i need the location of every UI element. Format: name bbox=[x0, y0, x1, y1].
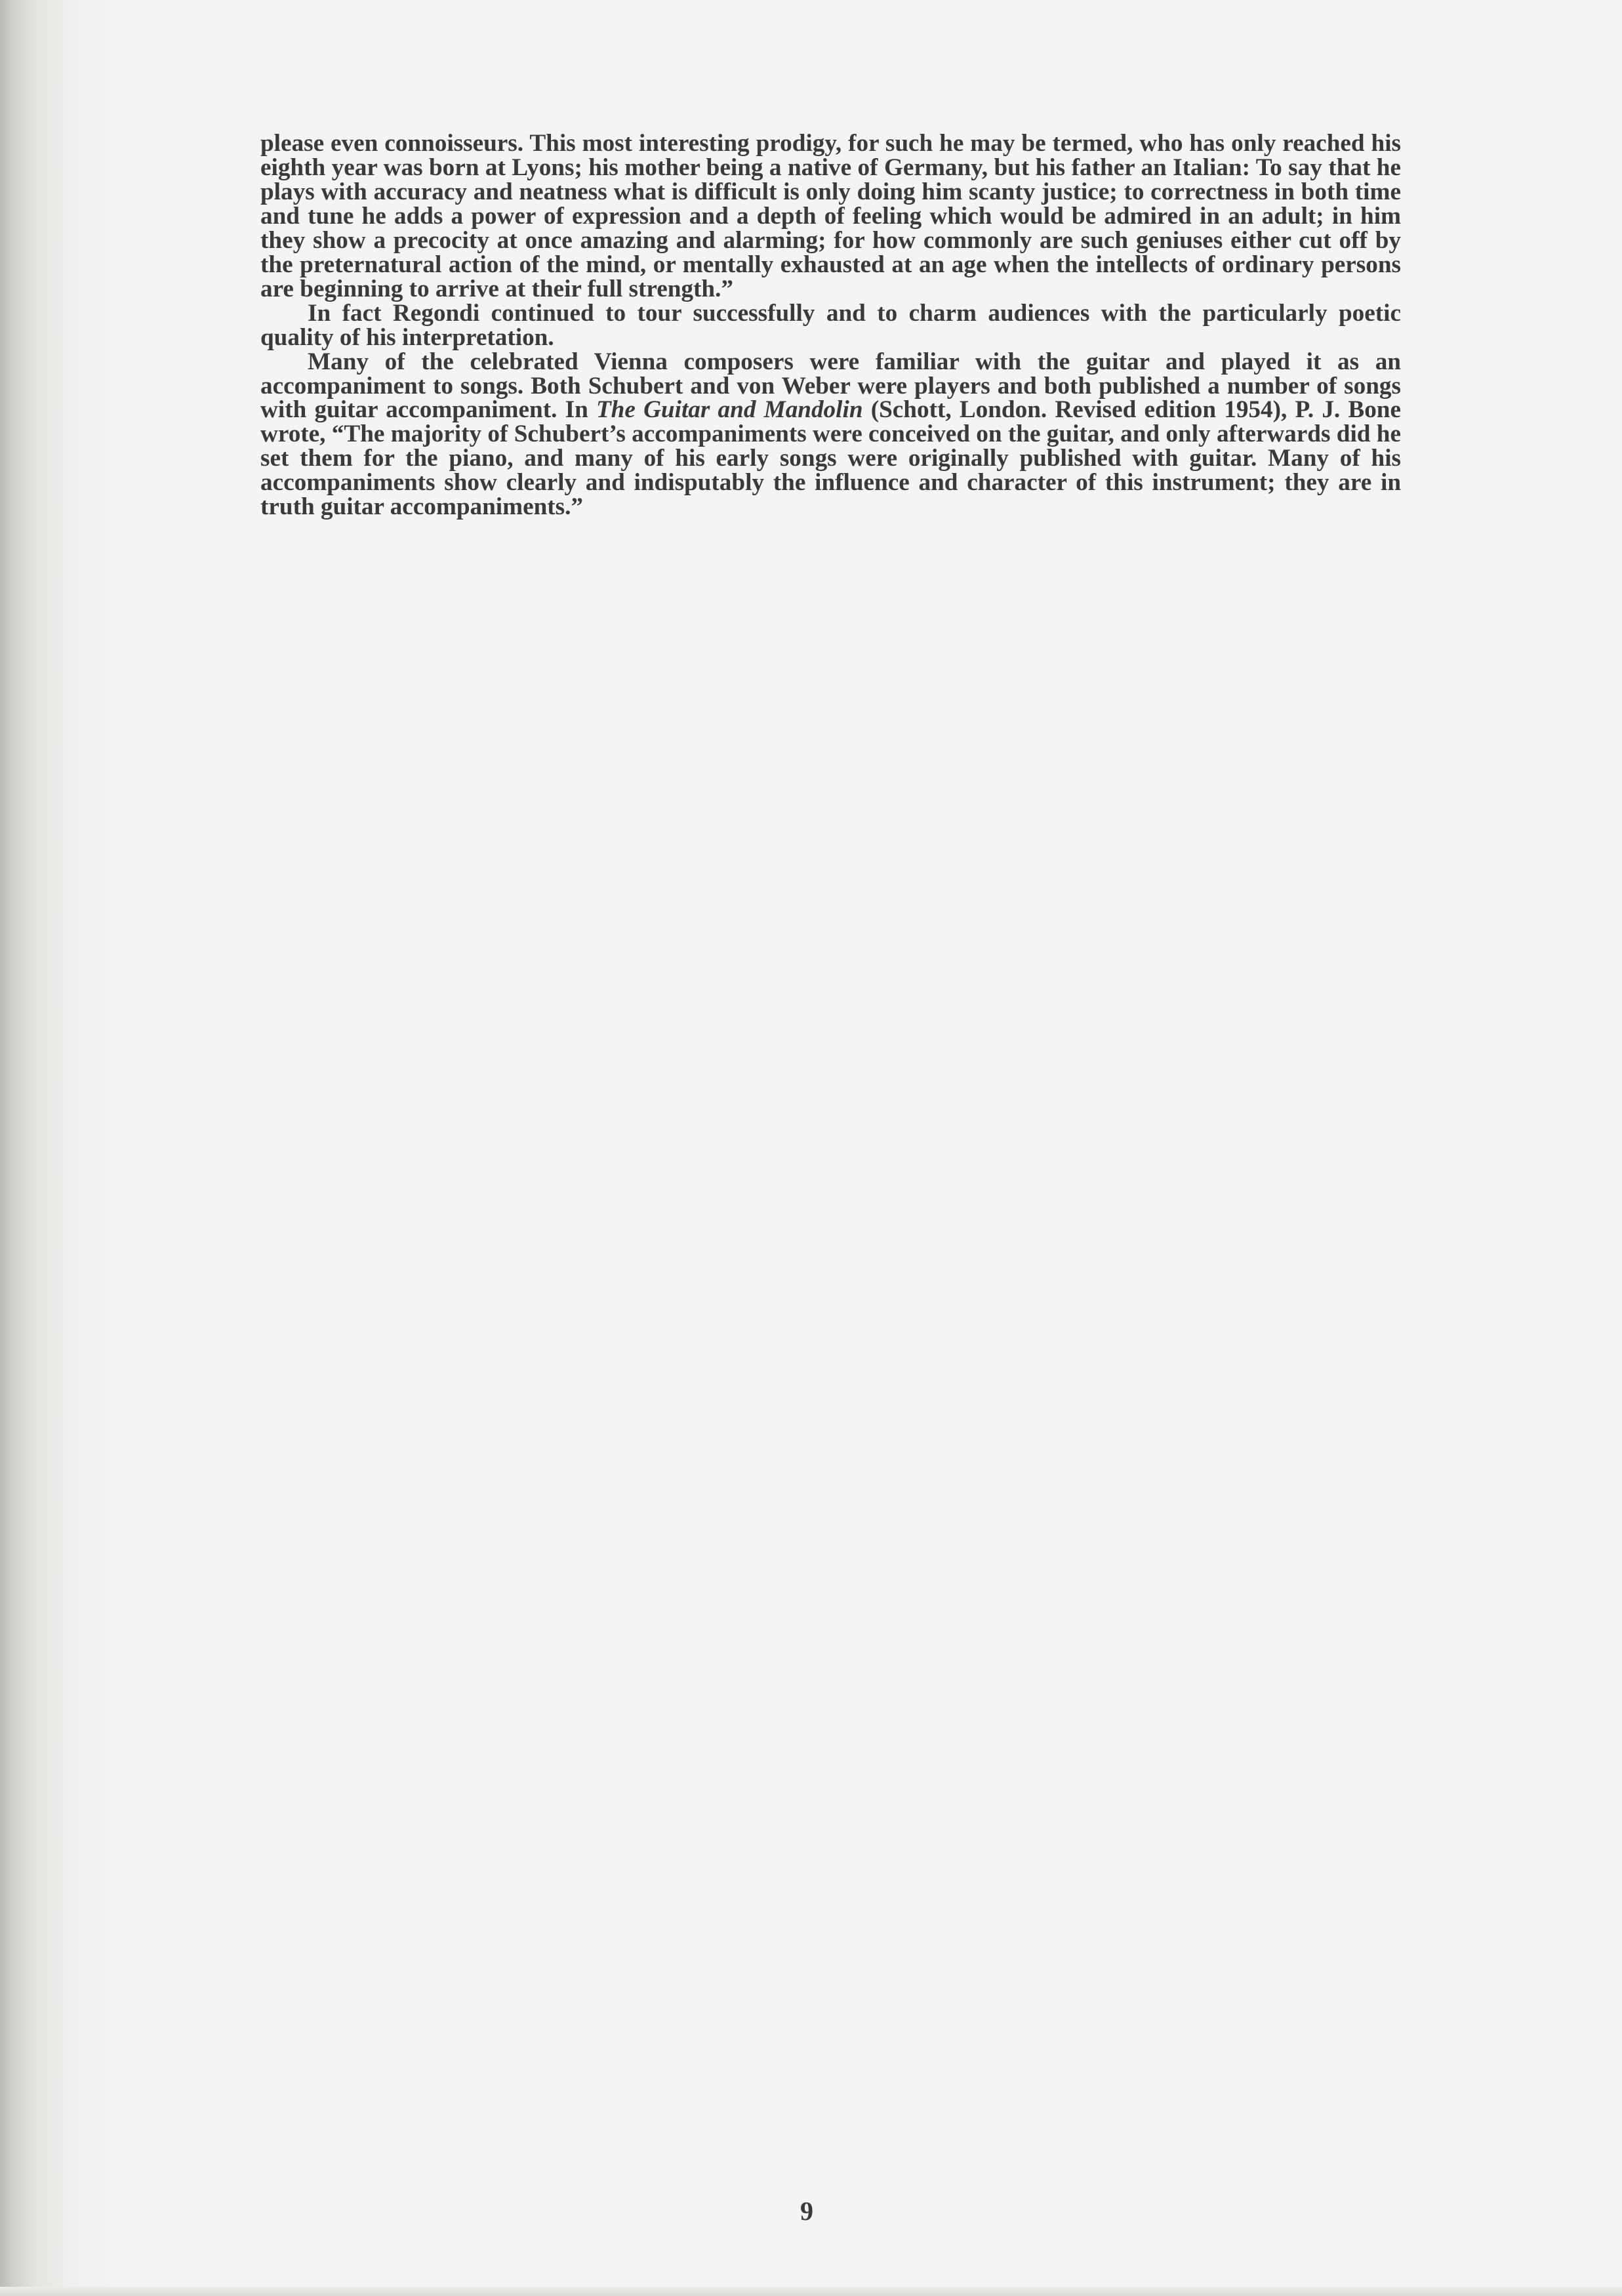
paragraph-text-continued: (Schott, London. Revised edition 1954), P. J. Bone wrote, “The majority of Schubert’s accompaniments were conceived on the guitar, and only afterwards did he set them for the piano, and many of his early songs were originally published with guitar. Many of his accompaniments show clearly and indisputably the influence and character of this instrument; they are in truth guitar accompaniments.” bbox=[260, 396, 1401, 521]
paragraph-regondi-review bbox=[260, 132, 1401, 302]
page-number: 9 bbox=[800, 2196, 813, 2226]
page-bottom-edge bbox=[0, 2287, 1622, 2296]
paragraph-regondi-tour bbox=[260, 299, 1401, 351]
paragraph-text: please even connoisseurs. This most interesting prodigy, for such he may be termed, who has only reached his eighth year was born at Lyons; his mother being a native of Germany, but his father an Italian: To say that he plays with accuracy and neatness what is difficult is only doing him scanty justice; to correctness in both time and tune he adds a power of expression and a depth of feeling which would be admired in an adult; in him they show a precocity at once amazing and alarming; for how commonly are such geniuses either cut off by the preternatural action of the mind, or mentally exhausted at an age when the intellects of ordinary persons are beginning to arrive at their full strength.” bbox=[260, 130, 1401, 302]
paragraph-text: Many of the celebrated Vienna composers were familiar with the guitar and played it as an accompaniment to songs. Both Schubert and von Weber were players and both published a number of songs with guitar accompaniment. In bbox=[260, 348, 1401, 424]
paragraph-vienna-composers bbox=[260, 350, 1401, 520]
book-title: The Guitar and Mandolin bbox=[596, 396, 863, 424]
paragraph-text: In fact Regondi continued to tour successfully and to charm audiences with the particularly poetic quality of his interpretation. bbox=[260, 299, 1401, 351]
body-text bbox=[260, 132, 1401, 520]
